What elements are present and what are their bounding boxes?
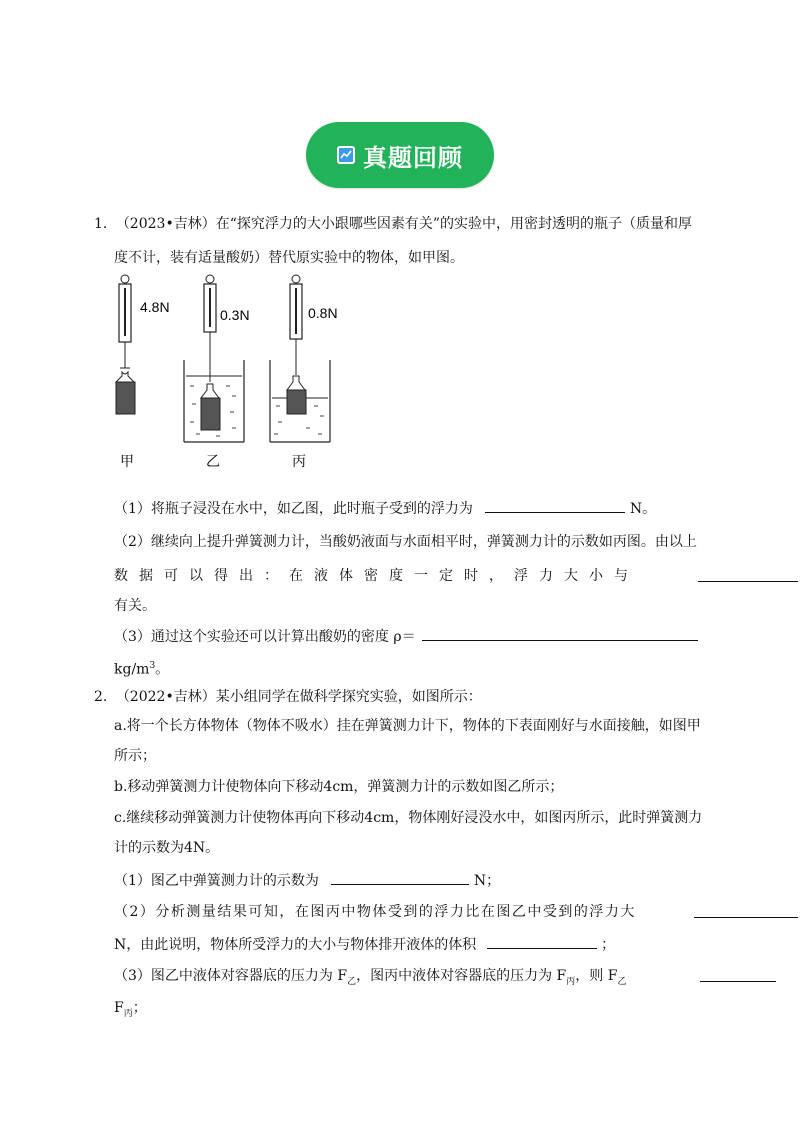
q2-part2-text: （2）分析测量结果可知，在图丙中物体受到的浮力比在图乙中受到的浮力大 [114,904,636,920]
q1-part3-unit-base: kg/m [114,661,150,678]
q1-stem-line2: 度不计，装有适量酸奶）替代原实验中的物体，如甲图。 [114,250,464,266]
q1-part2-blank[interactable] [698,567,798,582]
q1-part2-line1: （2）继续向上提升弹簧测力计，当酸奶液面与水面相平时，弹簧测力计的示数如丙图。由以上 [114,534,697,550]
spring-scale-diagram [106,272,366,472]
q2-part1-unit: N； [473,873,501,889]
q2-stem [94,687,482,707]
q1-figure [106,272,366,472]
caption-jia: 甲 [120,454,134,470]
q1-part3-unit-end: 。 [155,661,170,678]
q2-part3-f: F [114,1000,124,1016]
chart-icon [337,146,355,164]
q2-part2-line2 [114,934,615,955]
banner-title: 真题回顾 [363,143,463,172]
q2-part2-text2: N，由此说明，物体所受浮力的大小与物体排开液体的体积 [114,937,477,953]
q1-part1 [114,498,656,519]
q1-part3 [114,626,698,647]
q1-part2-text: 数据可以得出：在液体密度一定时，浮力大小与 [114,568,639,584]
q1-number: 1. [94,216,108,232]
q2-part2-end: ； [601,937,616,953]
q2-part3-c: ，则 F [575,968,618,984]
q2-c-line1: c.继续移动弹簧测力计使物体再向下移动4cm，物体刚好浸没水中，如图丙所示，此时弹簧测力 [114,810,703,826]
q1-stem-text1: （2023•吉林）在“探究浮力的大小跟哪些因素有关”的实验中，用密封透明的瓶子（质量和厚 [115,216,693,232]
q2-part3-sub2: 丙 [566,976,576,987]
q2-part2-blank2[interactable] [487,934,597,949]
q2-part1-blank[interactable] [331,870,469,885]
reading-yi: 0.3N [220,307,250,323]
q2-part3-blank[interactable] [700,967,776,982]
q2-part1-text: （1）图乙中弹簧测力计的示数为 [114,873,319,889]
scale-yi [184,275,244,442]
q1-part1-text: （1）将瓶子浸没在水中，如乙图，此时瓶子受到的浮力为 [114,501,473,517]
q2-a-line2: 所示； [114,748,156,764]
q1-stem-line1 [94,214,692,234]
q2-stem-text: （2022•吉林）某小组同学在做科学探究实验，如图所示： [115,689,482,705]
q2-part1 [114,870,500,891]
q1-part2-line3: 有关。 [114,598,156,614]
q2-part3-f-sub: 丙 [123,1008,133,1019]
reading-jia: 4.8N [140,299,170,315]
q2-part3-line2 [114,998,147,1024]
scale-jia [116,275,135,414]
q2-number: 2. [94,689,108,705]
q2-a-line1: a.将一个长方体物体（物体不吸水）挂在弹簧测力计下，物体的下表面刚好与水面接触，如图甲 [114,718,701,734]
q2-part3-b: ，图丙中液体对容器底的压力为 F [356,968,567,984]
q2-part3-a: （3）图乙中液体对容器底的压力为 F [114,968,348,984]
q2-part3-sub1: 乙 [347,976,357,987]
q2-part2-line1 [114,902,636,922]
reading-bing: 0.8N [308,305,338,321]
q2-part3-line1 [114,966,626,992]
q1-part3-text: （3）通过这个实验还可以计算出酸奶的密度 ρ＝ [114,629,416,645]
q1-part1-unit: N。 [629,501,657,517]
q1-part1-blank[interactable] [485,498,625,513]
q1-part2-line2 [114,566,639,586]
section-banner [306,122,494,188]
q1-part3-blank[interactable] [422,626,698,641]
q2-b-line: b.移动弹簧测力计使物体向下移动4cm，弹簧测力计的示数如图乙所示； [114,779,564,795]
caption-yi: 乙 [206,454,220,470]
q2-part3-sub3: 乙 [617,976,627,987]
q2-c-line2: 计的示数为4N。 [114,840,220,856]
q1-part3-unit-sup: 3 [149,661,156,671]
q1-part3-unit [114,656,169,680]
q2-part3-end: ； [132,1000,147,1016]
scale-bing [270,275,330,442]
caption-bing: 丙 [292,454,306,470]
q2-part2-blank1[interactable] [694,903,798,918]
